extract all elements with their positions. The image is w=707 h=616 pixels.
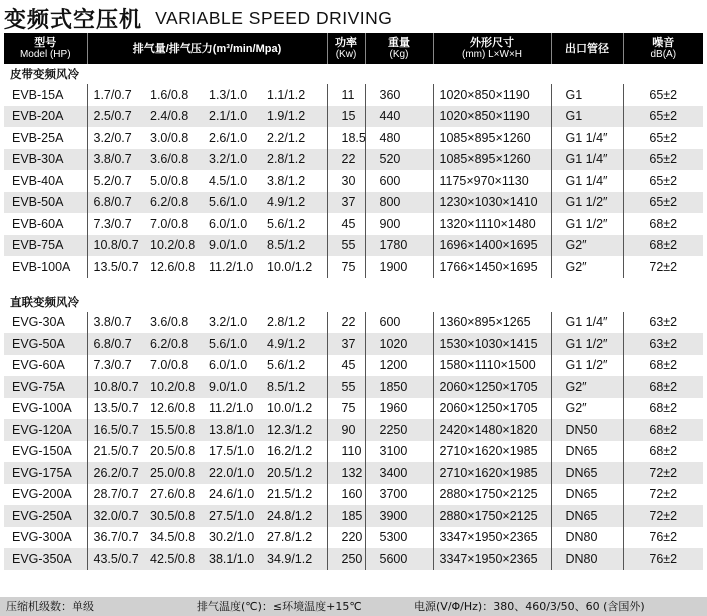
cell-weight: 1960	[365, 398, 433, 420]
cell-noise: 72±2	[649, 259, 678, 274]
cell-outlet: G2″	[551, 398, 623, 420]
cell-f3: 13.8/1.0	[203, 419, 261, 441]
cell-f3: 1.3/1.0	[209, 87, 248, 102]
cell-model: EVB-60A	[4, 213, 87, 235]
cell-outlet: G1 1/4″	[551, 312, 623, 334]
cell-model: EVB-100A	[4, 256, 87, 278]
table-row	[4, 235, 703, 257]
cell-noise: 72±2	[623, 462, 703, 484]
cell-weight: 1200	[365, 355, 433, 377]
cell-dims: 1696×1400×1695	[433, 235, 551, 257]
cell-power: 110	[327, 441, 365, 463]
footer-bar	[0, 597, 707, 616]
cell-f2: 3.6/0.8	[144, 149, 203, 171]
cell-weight: 3400	[365, 462, 433, 484]
header-weight: 重量 (Kg)	[365, 33, 433, 64]
cell-f2: 10.2/0.8	[144, 376, 203, 398]
cell-dims: 2420×1480×1820	[433, 419, 551, 441]
cell-dims: 3347×1950×2365	[433, 548, 551, 570]
cell-f2: 5.0/0.8	[150, 173, 189, 188]
cell-noise: 68±2	[623, 235, 703, 257]
cell-power: 90	[327, 419, 365, 441]
cell-weight: 1900	[365, 256, 433, 278]
cell-outlet: DN50	[551, 419, 623, 441]
cell-f3: 6.0/1.0	[209, 216, 248, 231]
cell-noise: 65±2	[649, 130, 678, 145]
cell-f2: 25.0/0.8	[144, 462, 203, 484]
cell-dims: 1020×850×1190	[433, 84, 551, 106]
group-spacer	[4, 278, 703, 292]
cell-model: EVB-75A	[4, 235, 87, 257]
table-row	[4, 149, 703, 171]
cell-outlet: DN80	[551, 548, 623, 570]
table-row	[4, 84, 703, 106]
cell-outlet: G1 1/4″	[551, 149, 623, 171]
title-en: VARIABLE SPEED DRIVING	[155, 8, 393, 28]
cell-f3: 17.5/1.0	[209, 444, 255, 459]
cell-power: 11	[327, 84, 365, 106]
cell-weight: 440	[365, 106, 433, 128]
cell-f2: 3.6/0.8	[150, 315, 189, 330]
group-heading: 直联变频风冷	[4, 292, 703, 312]
cell-model: EVB-30A	[4, 149, 87, 171]
cell-f3: 11.2/1.0	[209, 401, 254, 416]
cell-f4: 12.3/1.2	[261, 419, 327, 441]
cell-power: 55	[327, 235, 365, 257]
cell-f3: 9.0/1.0	[203, 235, 261, 257]
cell-dims: 1320×1110×1480	[433, 213, 551, 235]
cell-f4: 8.5/1.2	[261, 376, 327, 398]
cell-f1: 7.3/0.7	[93, 358, 132, 373]
cell-outlet: G1 1/4″	[551, 127, 623, 149]
cell-weight: 2250	[365, 419, 433, 441]
page-title	[4, 3, 392, 31]
cell-f2: 12.6/0.8	[150, 401, 196, 416]
cell-noise: 68±2	[649, 444, 678, 459]
cell-dims: 1360×895×1265	[433, 312, 551, 334]
table-row	[4, 213, 703, 235]
cell-dims: 1530×1030×1415	[433, 333, 551, 355]
cell-f1: 5.2/0.7	[93, 173, 132, 188]
cell-f4: 5.6/1.2	[261, 355, 327, 377]
cell-f1: 32.0/0.7	[87, 505, 144, 527]
header-dimensions: 外形尺寸 (mm) L×W×H	[433, 33, 551, 64]
cell-f4: 20.5/1.2	[261, 462, 327, 484]
cell-outlet: DN65	[551, 505, 623, 527]
cell-f1: 3.8/0.7	[93, 315, 132, 330]
cell-f2: 2.4/0.8	[144, 106, 203, 128]
header-outlet: 出口管径	[551, 33, 623, 64]
cell-dims: 2060×1250×1705	[433, 376, 551, 398]
cell-f1: 26.2/0.7	[87, 462, 144, 484]
cell-noise: 65±2	[649, 173, 678, 188]
cell-noise: 63±2	[649, 315, 678, 330]
cell-weight: 1020	[365, 333, 433, 355]
cell-f4: 2.2/1.2	[261, 127, 327, 149]
footer-stage: 压缩机级数：单级	[6, 600, 94, 613]
table-row	[4, 419, 703, 441]
cell-f3: 38.1/1.0	[203, 548, 261, 570]
cell-f4: 27.8/1.2	[261, 527, 327, 549]
cell-f2: 1.6/0.8	[150, 87, 189, 102]
header-row	[4, 33, 703, 64]
cell-f3: 6.0/1.0	[209, 358, 248, 373]
table-row	[4, 312, 703, 334]
title-cn: 变频式空压机	[4, 8, 143, 33]
cell-power: 132	[327, 462, 365, 484]
cell-model: EVG-175A	[4, 462, 87, 484]
cell-power: 22	[327, 149, 365, 171]
cell-f4: 2.8/1.2	[261, 149, 327, 171]
group-heading: 皮带变频风冷	[4, 64, 703, 84]
table-row	[4, 462, 703, 484]
cell-f3: 5.6/1.0	[203, 192, 261, 214]
table-row	[4, 484, 703, 506]
cell-f1: 36.7/0.7	[93, 530, 139, 545]
cell-weight: 600	[365, 312, 433, 334]
cell-f4: 21.5/1.2	[261, 484, 327, 506]
cell-f4: 1.1/1.2	[261, 84, 327, 106]
cell-f1: 13.5/0.7	[93, 401, 139, 416]
cell-weight: 360	[365, 84, 433, 106]
header-power: 功率 (Kw)	[327, 33, 365, 64]
cell-dims: 2710×1620×1985	[433, 462, 551, 484]
cell-noise: 68±2	[623, 419, 703, 441]
cell-f2: 7.0/0.8	[150, 358, 189, 373]
cell-power: 30	[327, 170, 365, 192]
cell-weight: 3100	[365, 441, 433, 463]
cell-noise: 65±2	[623, 192, 703, 214]
cell-power: 18.5	[327, 127, 365, 149]
cell-f3: 5.6/1.0	[203, 333, 261, 355]
table-row	[4, 548, 703, 570]
cell-model: EVG-120A	[4, 419, 87, 441]
cell-power: 250	[327, 548, 365, 570]
group-heading-row	[4, 64, 703, 84]
cell-power: 55	[327, 376, 365, 398]
cell-f2: 15.5/0.8	[144, 419, 203, 441]
cell-f4: 24.8/1.2	[261, 505, 327, 527]
cell-outlet: G1 1/4″	[551, 170, 623, 192]
cell-outlet: G1 1/2″	[551, 333, 623, 355]
cell-f2: 10.2/0.8	[144, 235, 203, 257]
footer-power-supply: 电源(V/Φ/Hz)：380、460/3/50、60 (含国外)	[414, 600, 645, 613]
cell-model: EVG-100A	[4, 398, 87, 420]
table-row	[4, 376, 703, 398]
cell-f2: 42.5/0.8	[144, 548, 203, 570]
cell-noise: 68±2	[623, 376, 703, 398]
cell-noise: 76±2	[649, 530, 678, 545]
cell-f4: 3.8/1.2	[261, 170, 327, 192]
cell-dims: 3347×1950×2365	[433, 527, 551, 549]
cell-f2: 34.5/0.8	[150, 530, 196, 545]
cell-f4: 8.5/1.2	[261, 235, 327, 257]
cell-weight: 3700	[365, 484, 433, 506]
cell-power: 45	[327, 213, 365, 235]
cell-f3: 22.0/1.0	[203, 462, 261, 484]
cell-f1: 6.8/0.7	[87, 192, 144, 214]
cell-noise: 72±2	[623, 505, 703, 527]
cell-f3: 2.1/1.0	[203, 106, 261, 128]
cell-power: 220	[327, 527, 365, 549]
cell-weight: 800	[365, 192, 433, 214]
cell-model: EVB-40A	[4, 170, 87, 192]
cell-f2: 27.6/0.8	[150, 487, 196, 502]
cell-f4: 4.9/1.2	[261, 192, 327, 214]
cell-power: 75	[327, 398, 365, 420]
cell-dims: 2710×1620×1985	[433, 441, 551, 463]
cell-f2: 3.0/0.8	[150, 130, 189, 145]
cell-dims: 1175×970×1130	[433, 170, 551, 192]
cell-outlet: DN65	[551, 441, 623, 463]
cell-power: 15	[327, 106, 365, 128]
cell-f1: 10.8/0.7	[87, 376, 144, 398]
cell-f4: 10.0/1.2	[261, 398, 327, 420]
table-row	[4, 441, 703, 463]
cell-model: EVG-60A	[4, 355, 87, 377]
cell-noise: 65±2	[649, 87, 678, 102]
cell-f1: 3.2/0.7	[93, 130, 132, 145]
cell-noise: 65±2	[623, 106, 703, 128]
cell-outlet: G1	[551, 106, 623, 128]
table-row	[4, 127, 703, 149]
cell-model: EVG-200A	[4, 484, 87, 506]
table-body	[4, 64, 703, 570]
cell-power: 160	[327, 484, 365, 506]
cell-f1: 21.5/0.7	[93, 444, 139, 459]
table-row	[4, 355, 703, 377]
cell-weight: 1780	[365, 235, 433, 257]
cell-f2: 7.0/0.8	[150, 216, 189, 231]
footer-temperature: 排气温度(℃)：≤环境温度+15℃	[197, 600, 362, 613]
cell-outlet: DN65	[551, 462, 623, 484]
cell-dims: 2060×1250×1705	[433, 398, 551, 420]
cell-outlet: DN65	[551, 484, 623, 506]
cell-dims: 1085×895×1260	[433, 149, 551, 171]
cell-f1: 16.5/0.7	[87, 419, 144, 441]
cell-power: 185	[327, 505, 365, 527]
cell-model: EVG-350A	[4, 548, 87, 570]
cell-weight: 600	[365, 170, 433, 192]
cell-f1: 2.5/0.7	[87, 106, 144, 128]
cell-power: 37	[327, 192, 365, 214]
cell-noise: 68±2	[649, 216, 678, 231]
cell-model: EVG-30A	[4, 312, 87, 334]
cell-power: 22	[327, 312, 365, 334]
cell-model: EVG-250A	[4, 505, 87, 527]
cell-noise: 63±2	[623, 333, 703, 355]
cell-noise: 68±2	[649, 358, 678, 373]
cell-outlet: G1 1/2″	[551, 192, 623, 214]
cell-f1: 13.5/0.7	[93, 259, 139, 274]
cell-dims: 1020×850×1190	[433, 106, 551, 128]
table-row	[4, 527, 703, 549]
cell-weight: 520	[365, 149, 433, 171]
cell-noise: 72±2	[649, 487, 678, 502]
cell-f1: 43.5/0.7	[87, 548, 144, 570]
cell-f2: 20.5/0.8	[150, 444, 196, 459]
cell-noise: 68±2	[649, 401, 678, 416]
cell-model: EVB-25A	[4, 127, 87, 149]
cell-f2: 30.5/0.8	[144, 505, 203, 527]
cell-f3: 3.2/1.0	[209, 315, 248, 330]
cell-power: 37	[327, 333, 365, 355]
cell-f4: 2.8/1.2	[261, 312, 327, 334]
cell-f4: 16.2/1.2	[261, 441, 327, 463]
cell-f3: 11.2/1.0	[209, 259, 254, 274]
cell-model: EVB-20A	[4, 106, 87, 128]
header-noise: 噪音 dB(A)	[623, 33, 703, 64]
cell-f2: 12.6/0.8	[150, 259, 196, 274]
cell-f4: 1.9/1.2	[261, 106, 327, 128]
table-row	[4, 333, 703, 355]
cell-dims: 1766×1450×1695	[433, 256, 551, 278]
cell-outlet: G2″	[551, 256, 623, 278]
cell-weight: 480	[365, 127, 433, 149]
cell-f3: 27.5/1.0	[203, 505, 261, 527]
cell-model: EVB-15A	[4, 84, 87, 106]
cell-outlet: G1	[551, 84, 623, 106]
group-heading-row	[4, 292, 703, 312]
cell-f1: 28.7/0.7	[93, 487, 139, 502]
cell-f3: 30.2/1.0	[209, 530, 255, 545]
cell-f3: 4.5/1.0	[209, 173, 248, 188]
cell-f3: 3.2/1.0	[203, 149, 261, 171]
cell-noise: 76±2	[623, 548, 703, 570]
cell-dims: 1230×1030×1410	[433, 192, 551, 214]
cell-power: 45	[327, 355, 365, 377]
cell-f3: 9.0/1.0	[203, 376, 261, 398]
cell-f2: 6.2/0.8	[144, 333, 203, 355]
cell-dims: 1085×895×1260	[433, 127, 551, 149]
cell-outlet: DN80	[551, 527, 623, 549]
cell-f1: 6.8/0.7	[87, 333, 144, 355]
cell-dims: 1580×1110×1500	[433, 355, 551, 377]
cell-weight: 1850	[365, 376, 433, 398]
cell-model: EVG-300A	[4, 527, 87, 549]
cell-outlet: G2″	[551, 235, 623, 257]
table-row	[4, 398, 703, 420]
table-row	[4, 505, 703, 527]
table-row	[4, 192, 703, 214]
cell-f1: 3.8/0.7	[87, 149, 144, 171]
cell-f4: 5.6/1.2	[261, 213, 327, 235]
table-row	[4, 256, 703, 278]
cell-power: 75	[327, 256, 365, 278]
cell-f1: 10.8/0.7	[87, 235, 144, 257]
cell-f3: 2.6/1.0	[209, 130, 248, 145]
cell-model: EVB-50A	[4, 192, 87, 214]
table-row	[4, 106, 703, 128]
cell-outlet: G1 1/2″	[551, 355, 623, 377]
cell-weight: 5600	[365, 548, 433, 570]
cell-f4: 10.0/1.2	[261, 256, 327, 278]
cell-f4: 34.9/1.2	[261, 548, 327, 570]
cell-dims: 2880×1750×2125	[433, 484, 551, 506]
cell-weight: 5300	[365, 527, 433, 549]
cell-f2: 6.2/0.8	[144, 192, 203, 214]
cell-weight: 900	[365, 213, 433, 235]
spec-table	[4, 33, 703, 570]
cell-f4: 4.9/1.2	[261, 333, 327, 355]
cell-f1: 7.3/0.7	[93, 216, 132, 231]
cell-outlet: G2″	[551, 376, 623, 398]
cell-f1: 1.7/0.7	[93, 87, 132, 102]
cell-f3: 24.6/1.0	[209, 487, 255, 502]
cell-weight: 3900	[365, 505, 433, 527]
table-row	[4, 170, 703, 192]
header-flow: 排气量/排气压力(m³/min/Mpa)	[87, 33, 327, 64]
cell-model: EVG-150A	[4, 441, 87, 463]
header-model: 型号 Model (HP)	[4, 33, 87, 64]
cell-model: EVG-50A	[4, 333, 87, 355]
cell-noise: 65±2	[623, 149, 703, 171]
cell-model: EVG-75A	[4, 376, 87, 398]
cell-outlet: G1 1/2″	[551, 213, 623, 235]
cell-dims: 2880×1750×2125	[433, 505, 551, 527]
